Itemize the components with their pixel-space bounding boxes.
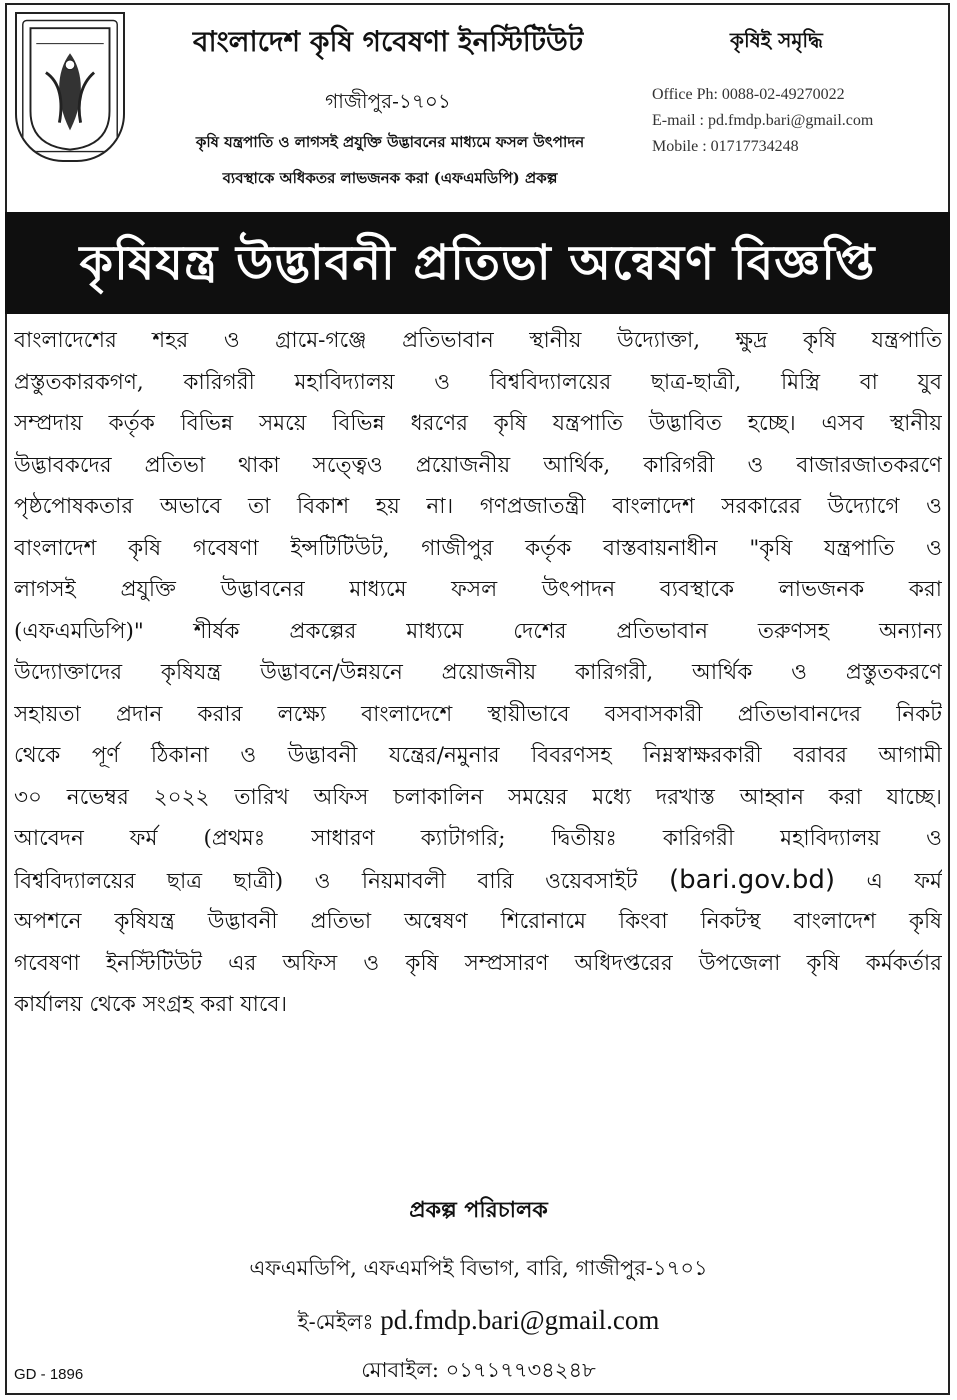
signatory-address: এফএমডিপি, এফএমপিই বিভাগ, বারি, গাজীপুর-১৭০১	[249, 1256, 708, 1280]
website-link[interactable]: (bari.gov.bd)	[669, 864, 835, 895]
email-link[interactable]: pd.fmdp.bari@gmail.com	[380, 1305, 660, 1335]
body-line: পৃষ্ঠপোষকতার অভাবে তা বিকাশ হয় না। গণপ্রজাতন্ত্রী বাংলাদেশ সরকারের উদ্যোগে ও	[14, 494, 942, 519]
signatory-email	[0, 1300, 957, 1342]
notice-title: কৃষিযন্ত্র উদ্ভাবনী প্রতিভা অন্বেষণ বিজ্ঞপ্তি	[5, 212, 950, 314]
notice-body	[14, 320, 942, 1026]
office-phone: Office Ph: 0088-02-49270022	[652, 86, 845, 103]
body-line: বাংলাদেশের শহর ও গ্রামে-গঞ্জে প্রতিভাবান স্থানীয় উদ্যোক্তা, ক্ষুদ্র কৃষি যন্ত্রপাতি	[14, 328, 942, 353]
organization-name: বাংলাদেশ কৃষি গবেষণা ইনস্টিটিউট	[192, 25, 584, 58]
email-label: ই-মেইলঃ	[297, 1310, 381, 1334]
body-line: উদ্যোক্তাদের কৃষিযন্ত্র উদ্ভাবনে/উন্নয়নে প্রয়োজনীয় কারিগরী, আর্থিক ও প্রস্তুতকরণে	[14, 660, 942, 685]
body-line: প্রস্তুতকারকগণ, কারিগরী মহাবিদ্যালয় ও বিশ্ববিদ্যালয়ের ছাত্র-ছাত্রী, মিস্ত্রি বা যুব	[14, 369, 942, 395]
motto: কৃষিই সমৃদ্ধি	[730, 28, 823, 52]
body-line: বাংলাদেশ কৃষি গবেষণা ইন্সটিটিউট, গাজীপুর কর্তৃক বাস্তবায়নাধীন "কৃষি যন্ত্রপাতি ও	[14, 535, 942, 561]
contact-mobile: Mobile : 01717734248	[652, 138, 799, 155]
project-name	[140, 124, 640, 196]
body-line: লাগসই প্রযুক্তি উদ্ভাবনের মাধ্যমে ফসল উৎপাদন ব্যবস্থাকে লাভজনক করা	[14, 577, 942, 602]
body-line: সহায়তা প্রদান করার লক্ষ্যে বাংলাদেশে স্থায়ীভাবে বসবাসকারী প্রতিভাবানদের নিকট	[14, 701, 942, 727]
logo-emblem-icon	[17, 14, 123, 160]
body-line: অপশনে কৃষিযন্ত্র উদ্ভাবনী প্রতিভা অন্বেষণ শিরোনামে কিংবা নিকটস্থ বাংলাদেশ কৃষি	[14, 909, 942, 934]
body-url-after: এ ফর্ম	[834, 868, 942, 894]
contact-info	[652, 82, 952, 160]
signatory-title: প্রকল্প পরিচালক	[409, 1197, 548, 1223]
body-line-with-url	[14, 860, 942, 902]
bari-logo	[15, 12, 125, 162]
contact-email: E-mail : pd.fmdp.bari@gmail.com	[652, 112, 874, 129]
body-line: আবেদন ফর্ম (প্রথমঃ সাধারণ ক্যাটাগরি; দ্বিতীয়ঃ কারিগরী মহাবিদ্যালয় ও	[14, 826, 942, 851]
body-line: সম্প্রদায় কর্তৃক বিভিন্ন সময়ে বিভিন্ন ধরণের কৃষি যন্ত্রপাতি উদ্ভাবিত হচ্ছে। এসব স্থানীয়	[14, 411, 942, 436]
body-line: কার্যালয় থেকে সংগ্রহ করা যাবে।	[14, 992, 288, 1017]
body-line: ৩০ নভেম্বর ২০২২ তারিখ অফিস চলাকালিন সময়ের মধ্যে দরখাস্ত আহ্বান করা যাচ্ছে।	[14, 784, 942, 810]
body-line: উদ্ভাবকদের প্রতিভা থাকা সত্ত্বেও প্রয়োজনীয় আর্থিক, কারিগরী ও বাজারজাতকরণে	[14, 452, 942, 478]
project-name-line-2: ব্যবস্থাকে অধিকতর লাভজনক করা (এফএমডিপি) প্রকল্প	[222, 169, 558, 187]
body-url-before: বিশ্ববিদ্যালয়ের ছাত্র ছাত্রী) ও নিয়মাবলী বারি ওয়েবসাইট	[14, 868, 670, 894]
project-name-line-1: কৃষি যন্ত্রপাতি ও লাগসই প্রযুক্তি উদ্ভাবনের মাধ্যমে ফসল উৎপাদন	[195, 133, 585, 151]
gd-number: GD - 1896	[14, 1366, 84, 1383]
body-line: (এফএমডিপি)" শীর্ষক প্রকল্পের মাধ্যমে দেশের প্রতিভাবান তরুণসহ অন্যান্য	[14, 618, 942, 644]
body-line: গবেষণা ইনস্টিটিউট এর অফিস ও কৃষি সম্প্রসারণ অধিদপ্তরের উপজেলা কৃষি কর্মকর্তার	[14, 950, 942, 976]
signatory-mobile: মোবাইল: ০১৭১৭৭৩৪২৪৮	[361, 1358, 596, 1382]
organization-city: গাজীপুর-১৭০১	[325, 89, 451, 113]
body-line: থেকে পূর্ণ ঠিকানা ও উদ্ভাবনী যন্ত্রের/নমুনার বিবরণসহ নিম্নস্বাক্ষরকারী বরাবর আগামী	[14, 743, 942, 768]
